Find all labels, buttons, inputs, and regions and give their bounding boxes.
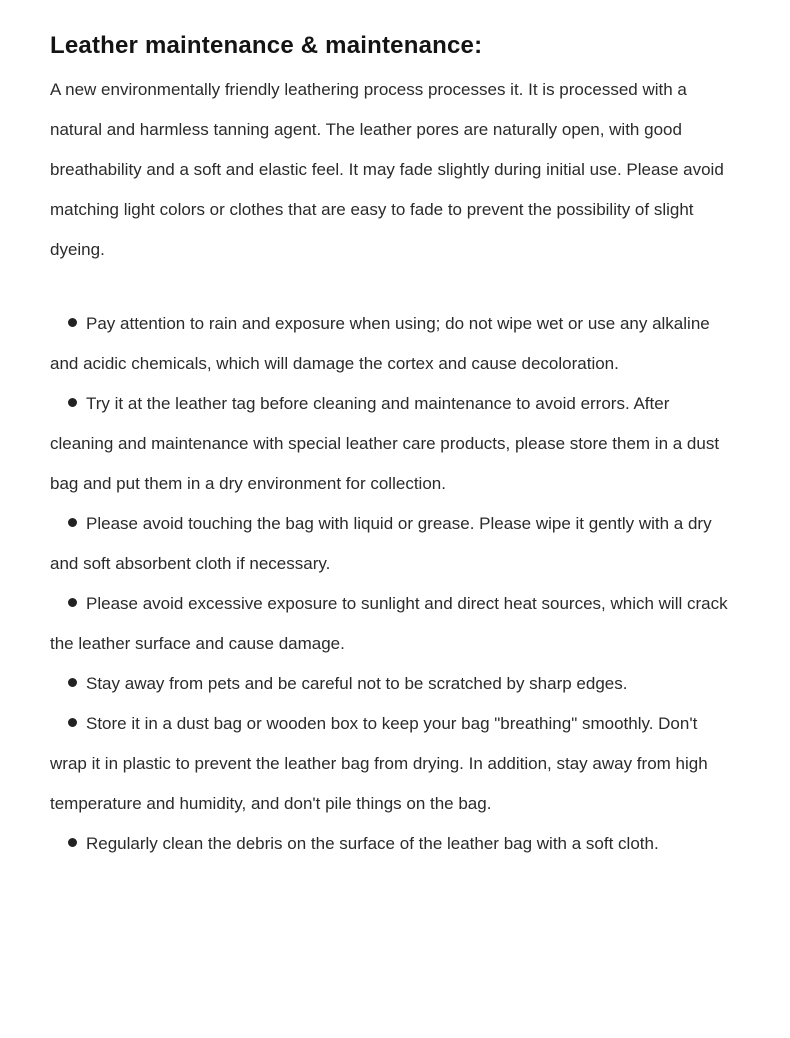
bullet-dot-icon	[68, 838, 77, 847]
bullet-dot-icon	[68, 398, 77, 407]
bullet-dot-icon	[68, 318, 77, 327]
list-item	[50, 664, 728, 704]
list-item-text: Please avoid excessive exposure to sunlight and direct heat sources, which will crack the leather surface and cause damage.	[50, 594, 728, 653]
list-item-text: Try it at the leather tag before cleaning and maintenance to avoid errors. After cleaning and maintenance with special leather care products, please store them in a dust bag and put them in a dry environment for collection.	[50, 394, 720, 493]
list-item-text: Store it in a dust bag or wooden box to keep your bag "breathing" smoothly. Don't wrap it in plastic to prevent the leather bag from drying. In addition, stay away from high temperature and humidity, and don't pile things on the bag.	[50, 714, 708, 813]
list-item	[50, 824, 728, 864]
list-item	[50, 304, 728, 384]
bullet-dot-icon	[68, 598, 77, 607]
page-title: Leather maintenance & maintenance:	[50, 32, 483, 59]
bullet-dot-icon	[68, 678, 77, 687]
list-item	[50, 584, 728, 664]
list-item-text: Stay away from pets and be careful not to be scratched by sharp edges.	[86, 674, 628, 693]
list-item	[50, 384, 728, 504]
bullet-dot-icon	[68, 518, 77, 527]
bullet-dot-icon	[68, 718, 77, 727]
list-item	[50, 504, 728, 584]
list-item-text: Pay attention to rain and exposure when using; do not wipe wet or use any alkaline and acidic chemicals, which will damage the cortex and cause decoloration.	[50, 314, 710, 373]
list-item-text: Regularly clean the debris on the surface of the leather bag with a soft cloth.	[86, 834, 659, 853]
maintenance-tips-list	[50, 304, 728, 864]
list-item-text: Please avoid touching the bag with liquid or grease. Please wipe it gently with a dry and soft absorbent cloth if necessary.	[50, 514, 712, 573]
intro-paragraph: A new environmentally friendly leathering process processes it. It is processed with a natural and harmless tanning agent. The leather pores are naturally open, with good breathability and a soft and elastic feel. It may fade slightly during initial use. Please avoid matching light colors or clothes that are easy to fade to prevent the possibility of slight dyeing.	[50, 80, 724, 259]
section-spacer	[50, 270, 728, 304]
list-item	[50, 704, 728, 824]
